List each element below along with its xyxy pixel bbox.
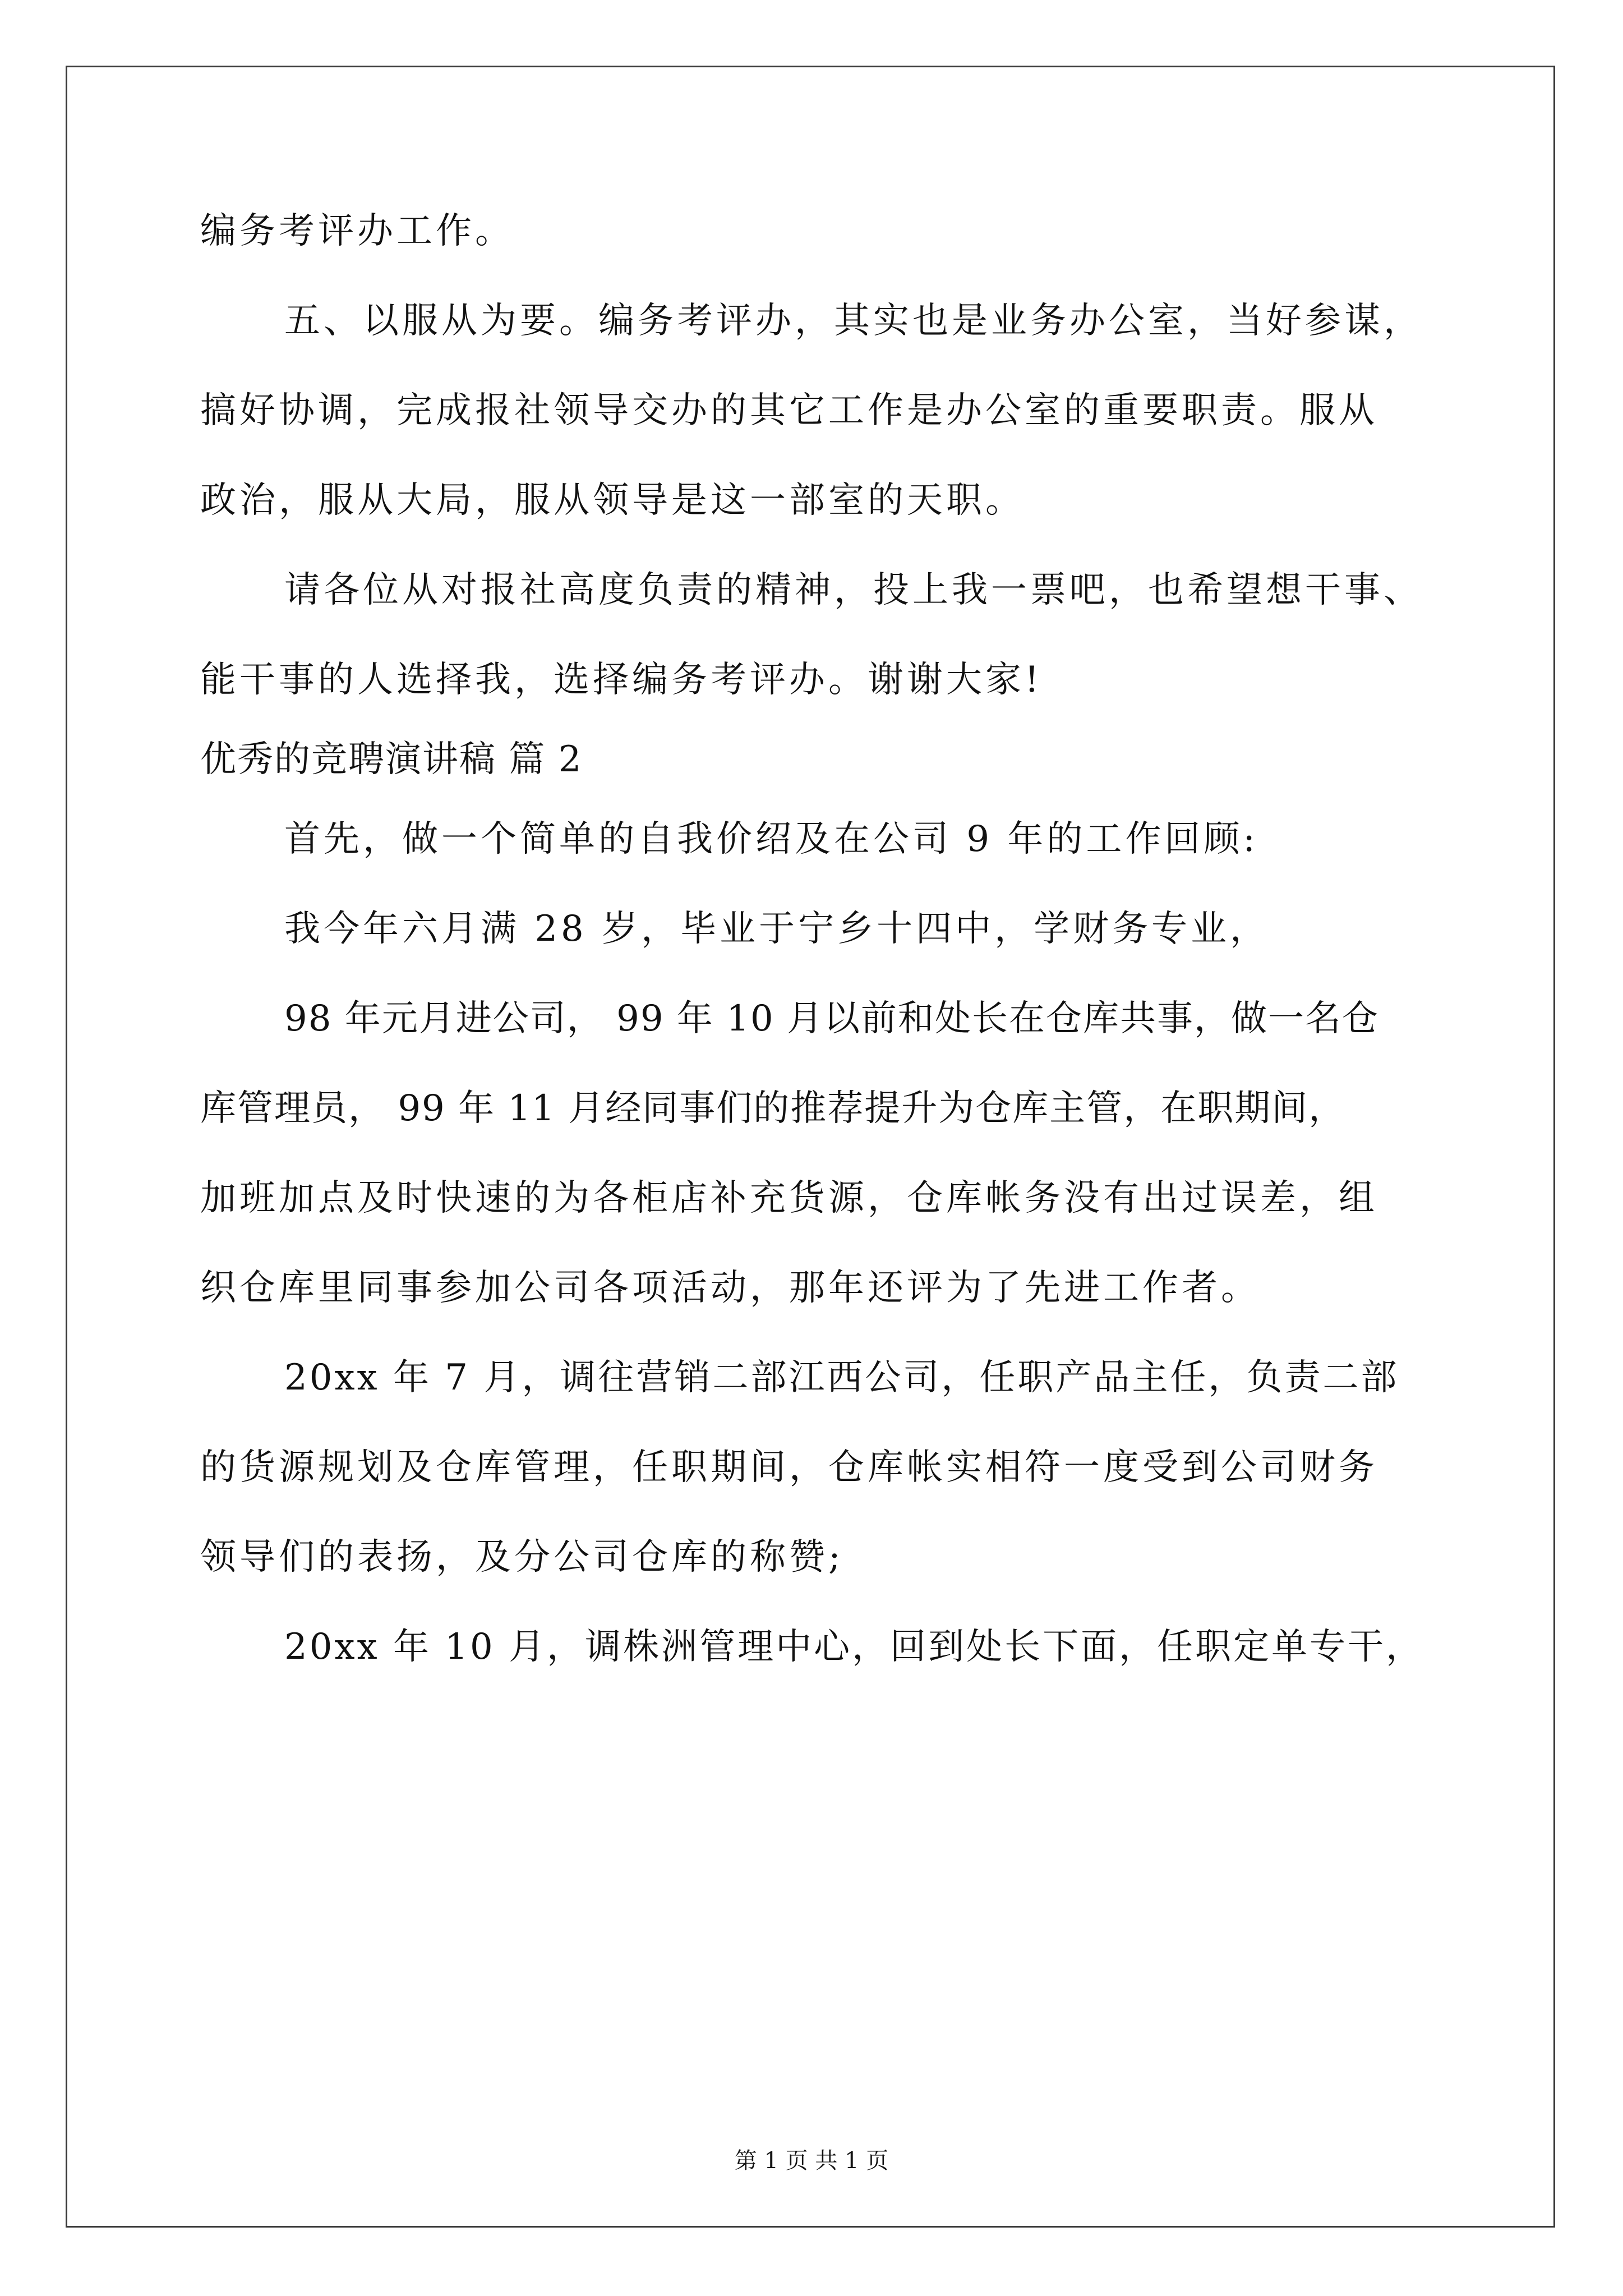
paragraph-line: 20xx 年 10 月，调株洲管理中心，回到处长下面，任职定单专干， (284, 1626, 1424, 1668)
paragraph-line: 我今年六月满 28 岁，毕业于宁乡十四中，学财务专业， (284, 908, 1270, 950)
paragraph-line: 搞好协调，完成报社领导交办的其它工作是办公室的重要职责。服从 (200, 390, 1378, 431)
paragraph-line: 织仓库里同事参加公司各项活动，那年还评为了先进工作者。 (200, 1267, 1260, 1309)
paragraph-line: 领导们的表扬，及分公司仓库的称赞; (200, 1536, 844, 1578)
paragraph-line: 20xx 年 7 月，调往营销二部江西公司，任职产品主任，负责二部 (284, 1357, 1399, 1398)
page-footer: 第 1 页 共 1 页 (734, 2148, 889, 2174)
paragraph-line: 编务考评办工作。 (200, 210, 514, 252)
paragraph-line: 98 年元月进公司， 99 年 10 月以前和处长在仓库共事，做一名仓 (284, 998, 1380, 1039)
paragraph-line: 加班加点及时快速的为各柜店补充货源，仓库帐务没有出过误差，组 (200, 1177, 1378, 1219)
paragraph-line: 首先，做一个简单的自我价绍及在公司 9 年的工作回顾: (284, 818, 1258, 860)
paragraph-line: 政治，服从大局，服从领导是这一部室的天职。 (200, 480, 1025, 521)
paragraph-line: 的货源规划及仓库管理，任职期间，仓库帐实相符一度受到公司财务 (200, 1447, 1378, 1488)
paragraph-line: 请各位从对报社高度负责的精神，投上我一票吧，也希望想干事、 (284, 569, 1423, 611)
paragraph-line: 五、以服从为要。编务考评办，其实也是业务办公室，当好参谋， (284, 300, 1423, 342)
paragraph-line: 能干事的人选择我，选择编务考评办。谢谢大家! (200, 659, 1043, 701)
paragraph-line: 库管理员， 99 年 11 月经同事们的推荐提升为仓库主管，在职期间， (200, 1088, 1346, 1129)
section-heading: 优秀的竞聘演讲稿 篇 2 (200, 739, 583, 780)
